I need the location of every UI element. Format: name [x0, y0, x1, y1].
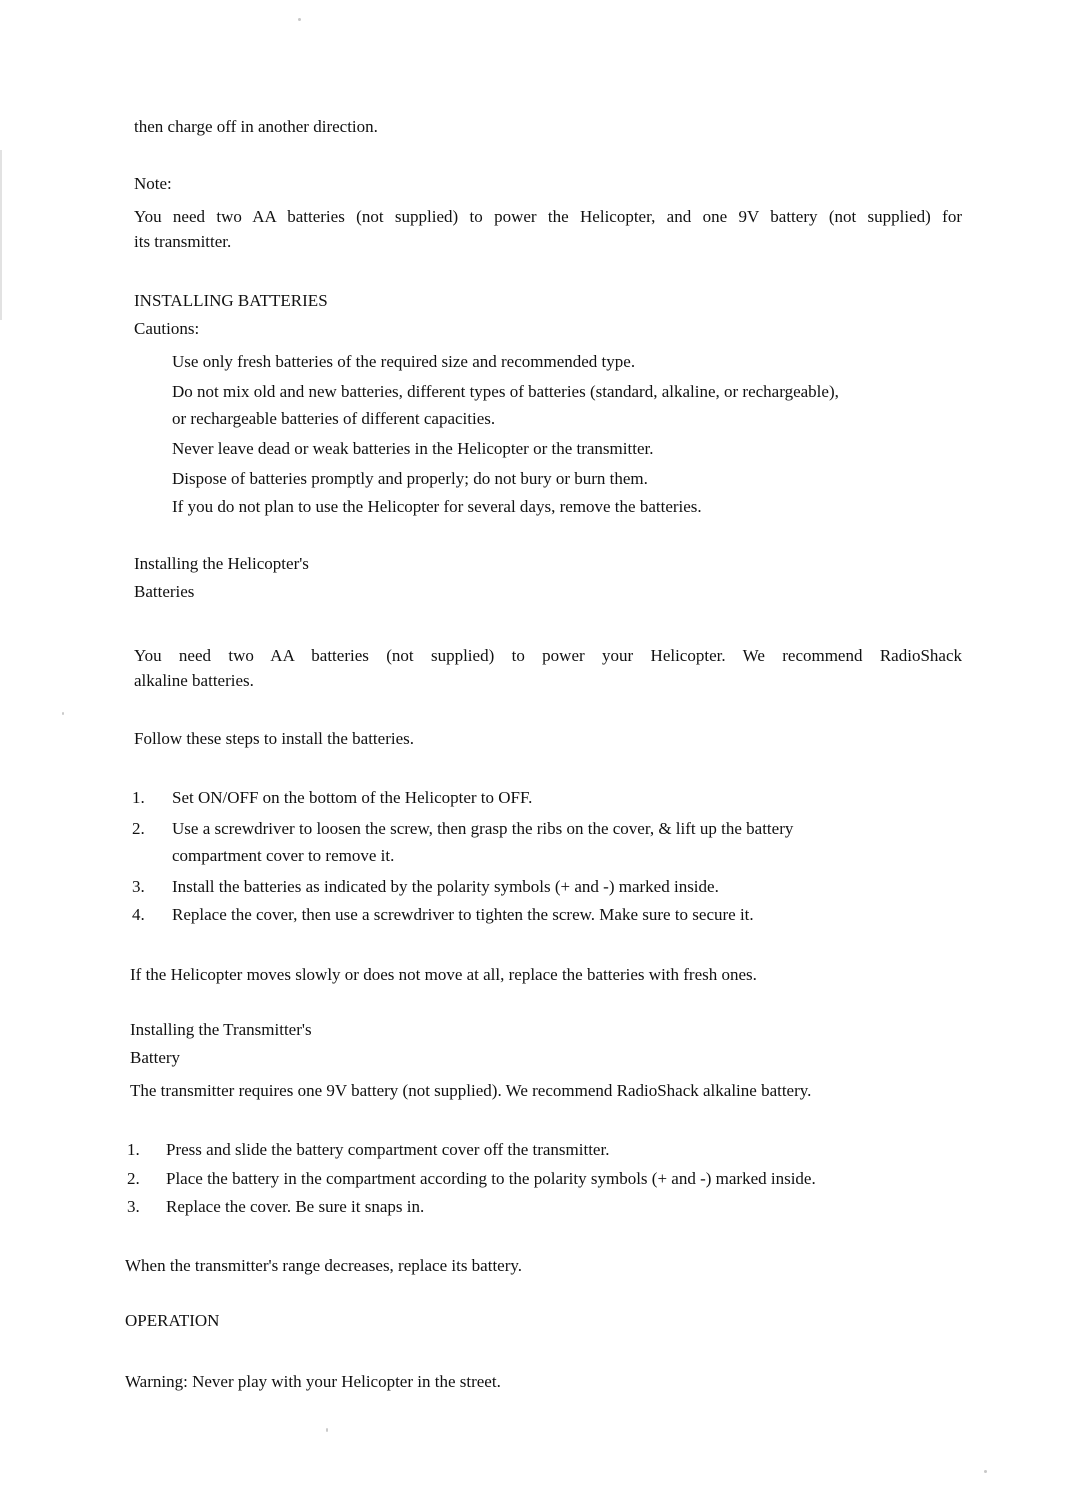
- caution-item: Dispose of batteries promptly and properly; do not bury or burn them.: [172, 469, 648, 488]
- step-number: 4.: [132, 905, 145, 924]
- step-text: Press and slide the battery compartment cover off the transmitter.: [166, 1140, 610, 1159]
- operation-warning: Warning: Never play with your Helicopter in the street.: [125, 1372, 501, 1391]
- scan-edge-mark: [0, 150, 2, 320]
- step-number: 1.: [132, 788, 145, 807]
- note-text-line-1-content: You need two AA batteries (not supplied) to power the Helicopter, and one 9V battery (not supplied) for: [134, 207, 962, 226]
- transmitter-battery-para: The transmitter requires one 9V battery (not supplied). We recommend RadioShack alkaline battery.: [130, 1081, 812, 1100]
- caution-item: or rechargeable batteries of different capacities.: [172, 409, 496, 428]
- step-number: 3.: [132, 877, 145, 896]
- transmitter-battery-range-note: When the transmitter's range decreases, replace its battery.: [125, 1256, 523, 1275]
- step-number: 2.: [132, 819, 145, 838]
- step-text: Replace the cover. Be sure it snaps in.: [166, 1197, 425, 1216]
- caution-item: Do not mix old and new batteries, different types of batteries (standard, alkaline, or rechargeable),: [172, 382, 839, 401]
- subheading-helicopter-batteries-line-2: Batteries: [134, 582, 195, 601]
- subheading-transmitter-battery-line-2: Battery: [130, 1048, 181, 1067]
- note-text-line-2: its transmitter.: [134, 232, 232, 251]
- scan-speck: [298, 18, 301, 21]
- step-number: 3.: [127, 1197, 140, 1216]
- section-heading-installing-batteries: INSTALLING BATTERIES: [134, 291, 328, 310]
- subheading-helicopter-batteries-line-1: Installing the Helicopter's: [134, 554, 309, 573]
- scan-speck: [326, 1428, 328, 1432]
- section-heading-operation: OPERATION: [125, 1311, 220, 1330]
- note-heading: Note:: [134, 174, 172, 193]
- subheading-transmitter-battery-line-1: Installing the Transmitter's: [130, 1020, 312, 1039]
- helicopter-batteries-replace-note: If the Helicopter moves slowly or does not move at all, replace the batteries with fresh ones.: [130, 965, 757, 984]
- step-text: Replace the cover, then use a screwdriver to tighten the screw. Make sure to secure it.: [172, 905, 754, 924]
- step-text-continuation: compartment cover to remove it.: [172, 846, 395, 865]
- note-text-line-1: [134, 206, 962, 228]
- caution-item: If you do not plan to use the Helicopter for several days, remove the batteries.: [172, 497, 702, 516]
- step-number: 2.: [127, 1169, 140, 1188]
- step-text: Install the batteries as indicated by the polarity symbols (+ and -) marked inside.: [172, 877, 719, 896]
- step-text: Use a screwdriver to loosen the screw, then grasp the ribs on the cover, & lift up the battery: [172, 819, 794, 838]
- scan-speck: [62, 712, 64, 715]
- step-number: 1.: [127, 1140, 140, 1159]
- step-text: Set ON/OFF on the bottom of the Helicopter to OFF.: [172, 788, 533, 807]
- helicopter-batteries-steps-intro: Follow these steps to install the batteries.: [134, 729, 414, 748]
- helicopter-batteries-para-line-1: [134, 645, 962, 667]
- cautions-label: Cautions:: [134, 319, 200, 338]
- helicopter-batteries-para-line-1-content: You need two AA batteries (not supplied) to power your Helicopter. We recommend RadioShack: [134, 646, 962, 665]
- caution-item: Never leave dead or weak batteries in the Helicopter or the transmitter.: [172, 439, 654, 458]
- helicopter-batteries-para-line-2: alkaline batteries.: [134, 671, 254, 690]
- step-text: Place the battery in the compartment according to the polarity symbols (+ and -) marked inside.: [166, 1169, 816, 1188]
- intro-line: then charge off in another direction.: [134, 117, 378, 136]
- scan-speck: [984, 1470, 987, 1473]
- caution-item: Use only fresh batteries of the required size and recommended type.: [172, 352, 636, 371]
